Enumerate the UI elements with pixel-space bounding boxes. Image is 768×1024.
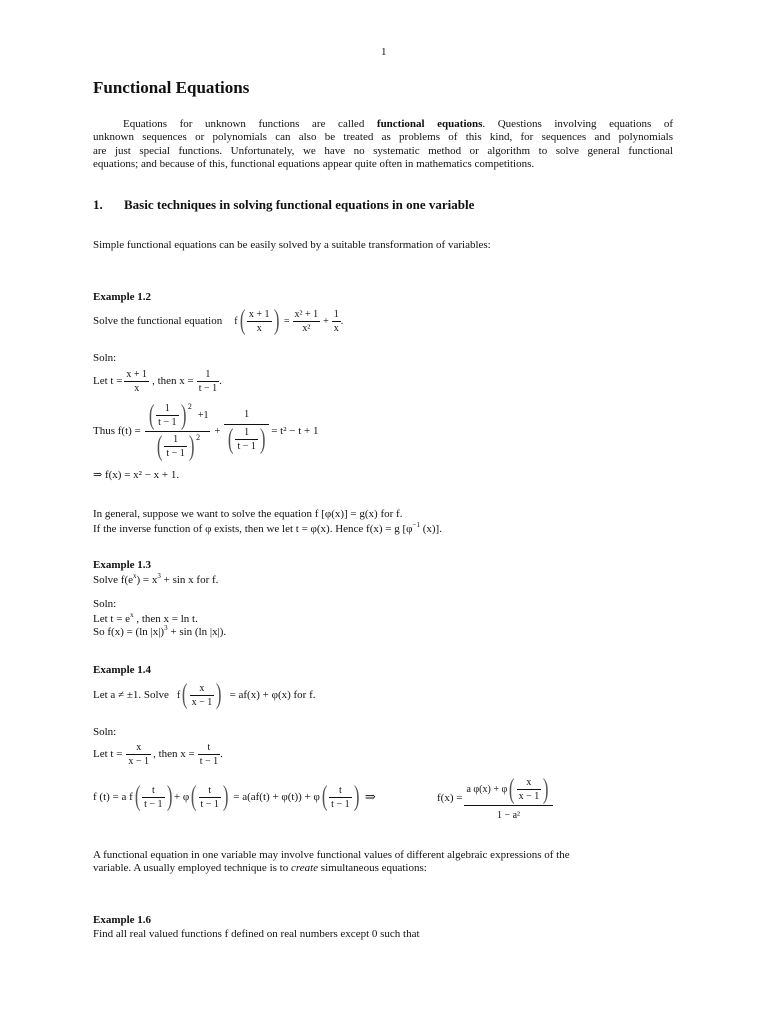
example-1-2-soln-label: Soln: <box>93 352 117 364</box>
page-number: 1 <box>381 46 387 58</box>
exponent: x <box>133 572 137 580</box>
implies-arrow: ⇒ <box>364 789 376 804</box>
example-1-4-substitution <box>93 739 223 769</box>
emphasis-create: create <box>290 862 319 874</box>
numerator: t <box>208 784 212 796</box>
numerator: x <box>199 682 205 694</box>
fraction <box>293 309 321 334</box>
fraction <box>199 785 221 810</box>
general-text: If the inverse function of φ exists, then we let t = φ(x). Hence f(x) = g [φ <box>93 523 413 535</box>
paren-right: ) <box>188 430 195 462</box>
example-1-2-heading: Example 1.2 <box>93 291 152 303</box>
example-1-3-soln-label: Soln: <box>93 598 117 610</box>
example-1-2-substitution <box>93 366 222 396</box>
result-text: f(x) = <box>437 792 463 804</box>
exponent: 2 <box>196 432 201 442</box>
thus-text: Thus f(t) = <box>93 425 141 437</box>
exponent: 3 <box>157 572 161 580</box>
result-denominator: 1 − a² <box>464 805 552 821</box>
example-1-4-statement <box>93 678 316 712</box>
general-line-2 <box>93 521 442 535</box>
paren-left: ( <box>156 430 163 462</box>
para2-line-2 <box>93 862 427 874</box>
statement-text: + sin x for f. <box>160 574 219 586</box>
intro-text: . Questions involving equations of <box>482 118 673 130</box>
example-1-4-heading: Example 1.4 <box>93 664 152 676</box>
paren-left: ( <box>148 399 155 431</box>
numerator: t <box>207 741 211 753</box>
statement-text: ) = x <box>136 574 158 586</box>
result-text: So f(x) = (ln |x|) <box>93 626 165 638</box>
denominator: x − 1 <box>191 696 213 708</box>
result-text: + sin (ln |x|). <box>167 626 227 638</box>
fraction <box>247 309 272 334</box>
section-lead: Simple functional equations can be easily solved by a suitable transformation of variables: <box>93 239 491 251</box>
section-heading <box>93 197 474 213</box>
example-1-4-derivation <box>93 780 376 814</box>
plus-sign: + <box>323 315 329 327</box>
numerator: 1 <box>244 408 250 420</box>
statement-rhs: = af(x) + φ(x) for f. <box>229 689 316 701</box>
denominator: x <box>124 381 149 394</box>
then-text: , then x = <box>153 748 195 760</box>
section-title: Basic techniques in solving functional equations in one variable <box>124 197 475 212</box>
then-text: , then x = <box>152 375 194 387</box>
denominator: t − 1 <box>237 441 256 452</box>
numerator: x <box>136 741 142 753</box>
numerator: t <box>151 784 155 796</box>
paren-left: ( <box>191 781 197 812</box>
compound-fraction <box>224 409 269 454</box>
derivation-text: = a(af(t) + φ(t)) + φ <box>233 791 320 803</box>
example-1-6-statement: Find all real valued functions f defined on real numbers except 0 such that <box>93 928 420 940</box>
page-title: Functional Equations <box>93 78 250 97</box>
paren-right: ) <box>222 781 229 812</box>
para2-text: variable. A usually employed technique is to <box>93 862 291 874</box>
exponent: 2 <box>187 401 192 411</box>
paren-left: ( <box>182 679 188 710</box>
statement-text: Let a ≠ ±1. Solve <box>93 689 169 701</box>
result-fraction <box>464 773 552 821</box>
numerator: 1 <box>244 427 250 438</box>
func-symbol: f <box>234 315 238 327</box>
denominator: x <box>333 322 339 334</box>
intro-line-4: equations; and because of this, functional equations appear quite often in mathematics competitions. <box>93 157 535 170</box>
paren-left: ( <box>134 781 141 812</box>
paren-right: ) <box>543 773 549 805</box>
example-1-6-heading: Example 1.6 <box>93 914 152 926</box>
denominator: t − 1 <box>166 448 185 459</box>
denominator: x − 1 <box>518 791 540 802</box>
derivation-text: + φ <box>173 791 190 803</box>
period: . <box>219 375 222 387</box>
para2-text: simultaneous equations: <box>318 862 427 874</box>
paren-right: ) <box>353 781 360 812</box>
fraction <box>190 683 215 708</box>
let-text: Let t = <box>93 748 123 760</box>
numerator: x² + 1 <box>294 308 319 320</box>
intro-line-3: are just special functions. Unfortunately, we have no systematic method or algorithm to solve general functional <box>93 144 673 157</box>
fraction <box>164 434 186 459</box>
fraction <box>156 403 178 428</box>
compound-denominator <box>224 424 269 454</box>
paren-left: ( <box>227 423 234 455</box>
denominator: t − 1 <box>158 417 177 428</box>
paren-left: ( <box>239 305 246 336</box>
intro-text: Equations for unknown functions are called <box>123 118 377 130</box>
let-text: Let t = e <box>93 613 131 625</box>
intro-paragraph <box>93 118 673 171</box>
fraction <box>198 742 220 767</box>
exponent: 3 <box>164 624 168 632</box>
numerator: x + 1 <box>126 368 148 380</box>
example-1-3-statement <box>93 572 218 586</box>
example-1-3-result <box>93 624 226 638</box>
equals-sign: = <box>283 315 290 327</box>
example-1-2-conclusion: ⇒ f(x) = x² − x + 1. <box>93 469 180 481</box>
paren-left: ( <box>509 773 515 805</box>
term-functional-equations: functional equations <box>376 118 483 130</box>
numerator: t <box>338 784 342 796</box>
numerator: x <box>526 777 532 788</box>
numerator: 1 <box>205 368 211 380</box>
paren-right: ) <box>166 781 173 812</box>
statement-text: Solve f(e <box>93 574 134 586</box>
general-line-1: In general, suppose we want to solve the equation f [φ(x)] = g(x) for f. <box>93 508 403 520</box>
exponent: x <box>130 611 134 619</box>
compound-fraction <box>145 399 211 462</box>
denominator: t − 1 <box>199 755 219 767</box>
general-text: (x)]. <box>419 523 442 535</box>
intro-line-2: unknown sequences or polynomials can also be treated as problems of this kind, for sequences and polynomials <box>93 131 673 144</box>
fraction <box>235 427 257 452</box>
section-number: 1. <box>93 197 103 212</box>
let-text: Let t = <box>93 375 123 387</box>
denominator: t − 1 <box>331 798 350 810</box>
numerator: 1 <box>164 403 170 414</box>
numerator: 1 <box>173 434 179 445</box>
fraction <box>329 785 351 810</box>
intro-line-1 <box>93 118 673 131</box>
example-1-4-soln-label: Soln: <box>93 726 117 738</box>
denominator: x − 1 <box>128 755 150 767</box>
denominator: t − 1 <box>200 798 219 810</box>
numerator-text: a φ(x) + φ <box>466 784 508 795</box>
fraction <box>197 369 219 394</box>
inverse-exponent: −1 <box>412 521 420 529</box>
statement-text: Solve the functional equation <box>93 315 223 327</box>
compound-denominator <box>145 431 211 461</box>
denominator: t − 1 <box>198 382 218 394</box>
numerator: 1 <box>333 308 339 320</box>
example-1-4-result <box>437 772 553 824</box>
example-1-2-statement <box>93 304 343 338</box>
period: . <box>340 315 344 327</box>
para2-line-1: A functional equation in one variable may involve functional values of different algebraic expressions of the <box>93 849 570 861</box>
fraction <box>332 309 341 334</box>
plus-one: +1 <box>197 410 209 421</box>
denominator: t − 1 <box>144 798 163 810</box>
compound-numerator <box>145 399 211 431</box>
fraction <box>517 777 542 802</box>
example-1-3-let <box>93 611 198 625</box>
numerator: x + 1 <box>248 308 270 320</box>
result-numerator <box>464 773 552 805</box>
func-symbol: f <box>176 689 181 701</box>
paren-right: ) <box>273 305 279 336</box>
paren-right: ) <box>259 423 266 455</box>
let-text: , then x = ln t. <box>133 613 198 625</box>
fraction <box>124 369 149 394</box>
paren-right: ) <box>180 399 186 431</box>
fraction <box>126 742 151 767</box>
derivation-text: f (t) = a f <box>93 791 133 803</box>
paren-right: ) <box>216 679 222 710</box>
plus-sign: + <box>214 425 221 437</box>
denominator: x <box>247 321 272 334</box>
thus-result: = t² − t + 1 <box>271 425 319 437</box>
fraction <box>142 785 164 810</box>
period: . <box>220 748 223 760</box>
paren-left: ( <box>321 781 328 812</box>
example-1-2-thus <box>93 398 318 464</box>
denominator: x² <box>293 321 321 334</box>
example-1-3-heading: Example 1.3 <box>93 559 152 571</box>
